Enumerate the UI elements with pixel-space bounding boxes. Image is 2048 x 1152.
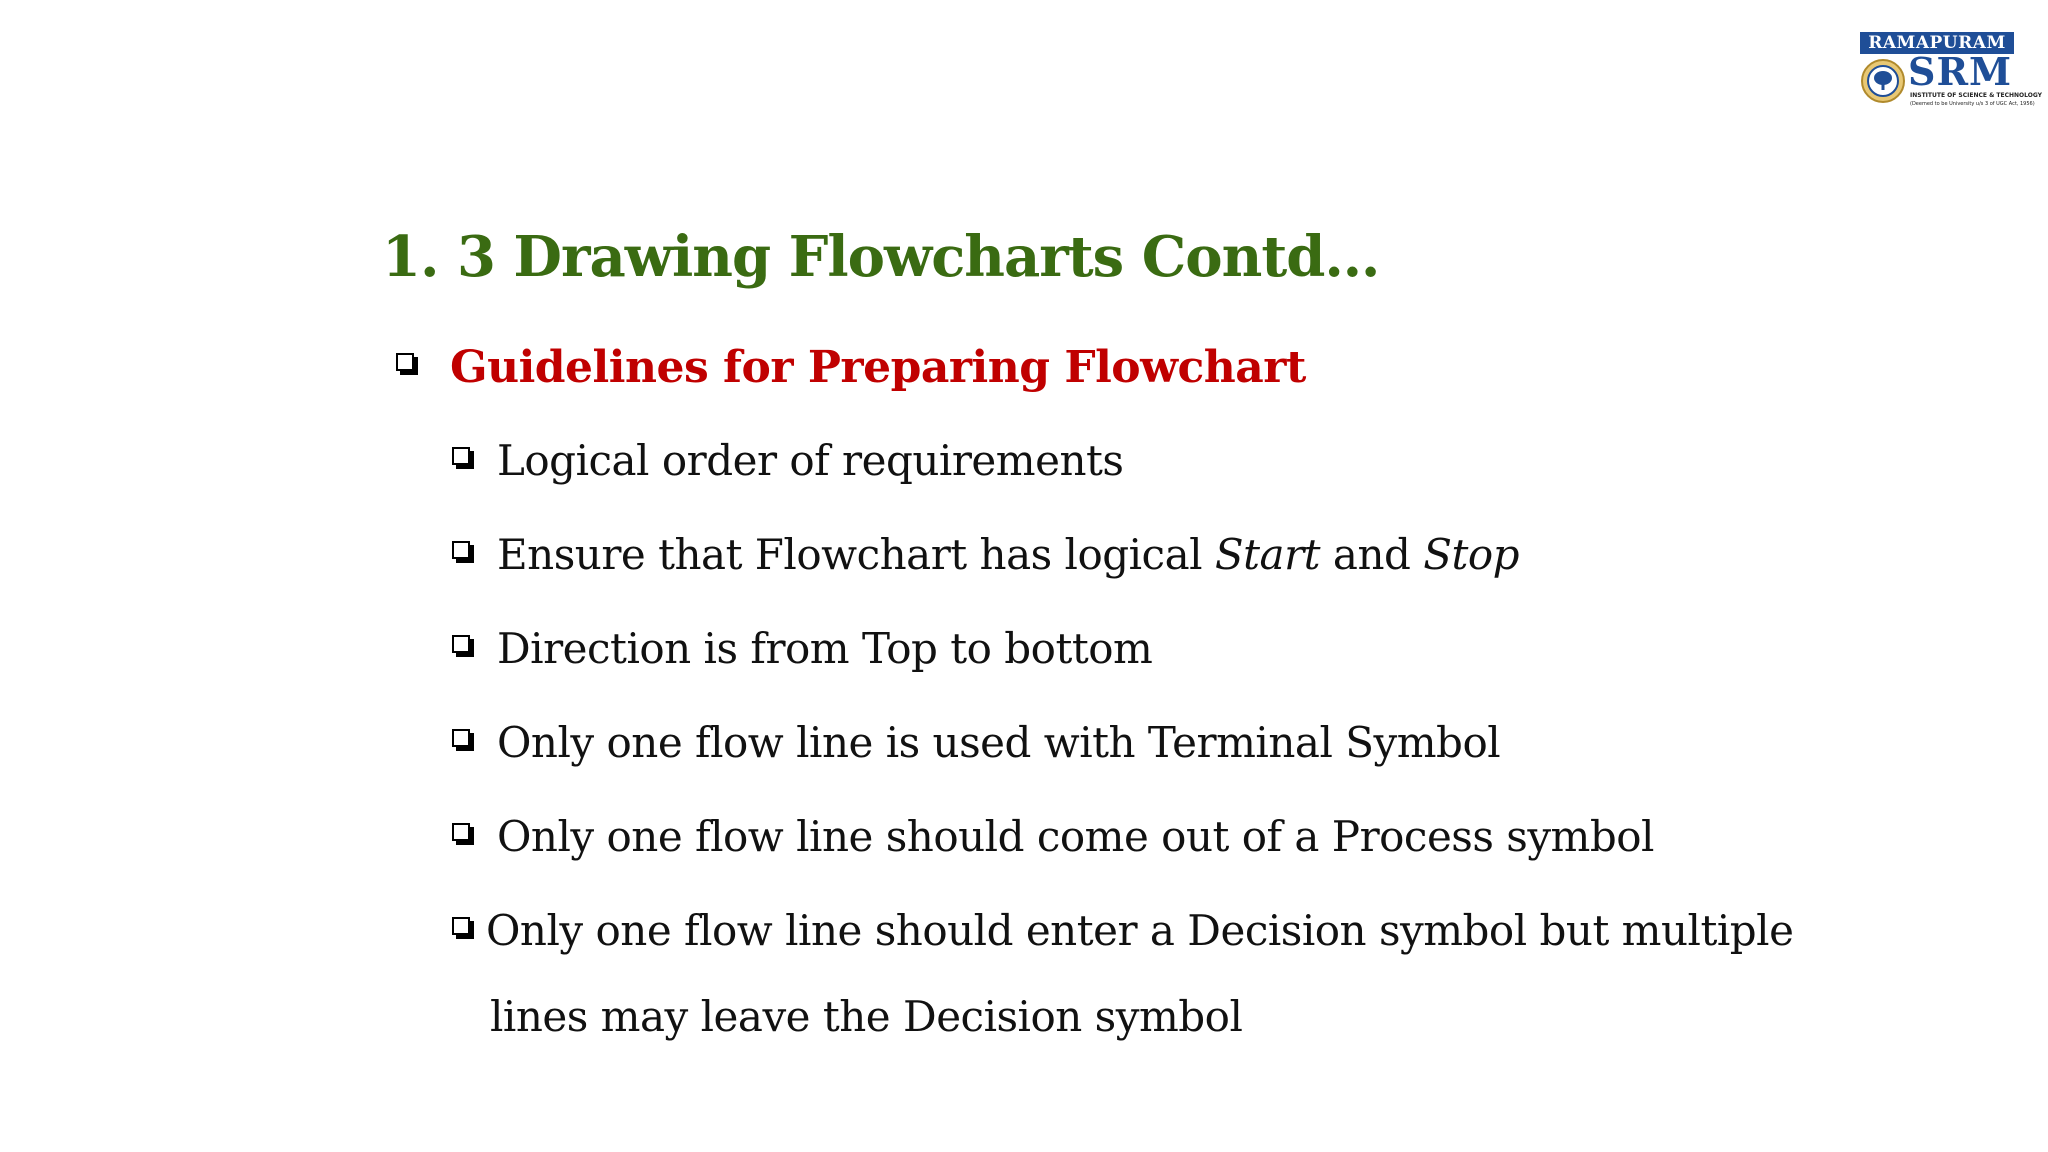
- sub-bullet-4: Only one flow line is used with Terminal Symbol: [497, 718, 1501, 767]
- sub-bullet-6-line-2: lines may leave the Decision symbol: [490, 992, 1243, 1041]
- slide-title: 1. 3 Drawing Flowcharts Contd…: [382, 224, 1380, 290]
- stop-keyword: Stop: [1423, 530, 1520, 579]
- sub-bullet-1: Logical order of requirements: [497, 436, 1124, 485]
- sub-bullet-5: Only one flow line should come out of a Process symbol: [497, 812, 1654, 861]
- logo-deemed-text: (Deemed to be University u/s 3 of UGC Act, 1956): [1910, 101, 2035, 107]
- sub-bullet-2: [497, 530, 1519, 579]
- main-bullet-label: Guidelines for Preparing Flowchart: [450, 342, 1306, 393]
- checkbox-bullet-icon: [452, 447, 470, 465]
- checkbox-bullet-icon: [452, 917, 470, 935]
- logo-institute-text: INSTITUTE OF SCIENCE & TECHNOLOGY: [1910, 92, 2043, 99]
- sub-bullet-6-line-1: Only one flow line should enter a Decision symbol but multiple: [486, 906, 1794, 955]
- emblem-icon: [1860, 58, 1906, 104]
- sub-bullet-2-prefix: Ensure that Flowchart has logical: [497, 530, 1215, 579]
- start-keyword: Start: [1214, 530, 1321, 579]
- checkbox-bullet-icon: [396, 353, 414, 371]
- checkbox-bullet-icon: [452, 635, 470, 653]
- checkbox-bullet-icon: [452, 541, 470, 559]
- srm-logo: [1858, 30, 2043, 112]
- logo-top-banner: RAMAPURAM: [1860, 32, 2014, 54]
- checkbox-bullet-icon: [452, 729, 470, 747]
- checkbox-bullet-icon: [452, 823, 470, 841]
- logo-srm-text: SRM: [1908, 49, 2013, 94]
- sub-bullet-3: Direction is from Top to bottom: [497, 624, 1153, 673]
- and-word: and: [1320, 530, 1424, 579]
